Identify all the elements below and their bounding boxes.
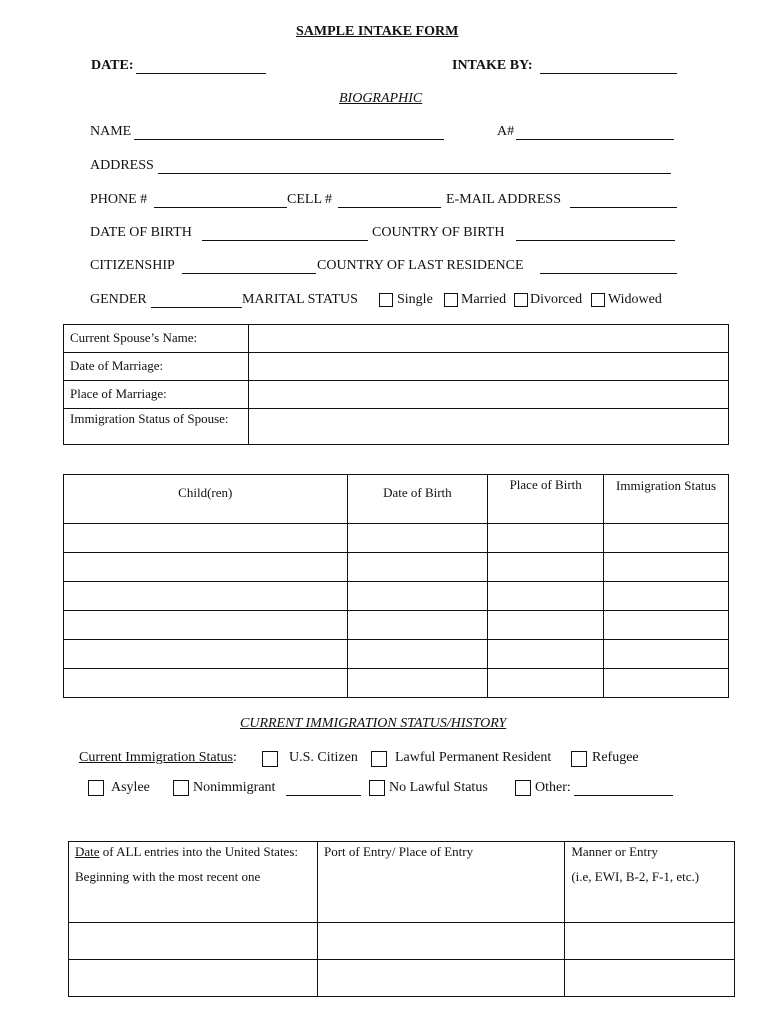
entry-date-cell[interactable] <box>69 923 318 960</box>
spouse-name-field[interactable] <box>248 325 728 353</box>
a-number-field[interactable] <box>516 139 674 140</box>
immigration-status-label: Current Immigration Status <box>79 750 233 765</box>
address-field[interactable] <box>158 173 671 174</box>
entry-manner-cell[interactable] <box>565 923 735 960</box>
lpr-label: Lawful Permanent Resident <box>395 750 552 765</box>
nonimmigrant-label: Nonimmigrant <box>193 780 276 795</box>
port-of-entry-header <box>317 842 564 923</box>
child-pob-cell[interactable] <box>488 611 604 640</box>
nonimmigrant-field[interactable] <box>286 795 361 796</box>
refugee-label: Refugee <box>592 750 639 765</box>
phone-field[interactable] <box>154 207 287 208</box>
email-field[interactable] <box>570 207 677 208</box>
no-lawful-checkbox[interactable] <box>369 780 385 796</box>
other-field[interactable] <box>574 795 673 796</box>
entries-table <box>68 841 735 997</box>
email-label: E-MAIL ADDRESS <box>446 192 561 207</box>
dob-label: DATE OF BIRTH <box>90 225 192 240</box>
child-pob-cell[interactable] <box>488 640 604 669</box>
child-status-cell[interactable] <box>604 582 729 611</box>
married-checkbox[interactable] <box>444 293 458 307</box>
other-checkbox[interactable] <box>515 780 531 796</box>
refugee-checkbox[interactable] <box>571 751 587 767</box>
biographic-heading: BIOGRAPHIC <box>339 91 423 106</box>
a-number-label: A# <box>497 124 515 139</box>
immigration-heading: CURRENT IMMIGRATION STATUS/HISTORY <box>240 716 507 731</box>
intake-by-label: INTAKE BY: <box>452 58 533 73</box>
us-citizen-checkbox[interactable] <box>262 751 278 767</box>
marriage-place-field[interactable] <box>248 381 728 409</box>
child-name-cell[interactable] <box>64 582 348 611</box>
gender-field[interactable] <box>151 307 242 308</box>
phone-label: PHONE # <box>90 192 148 207</box>
dob-field[interactable] <box>202 240 368 241</box>
single-checkbox[interactable] <box>379 293 393 307</box>
spouse-status-label: Immigration Status of Spouse: <box>70 411 229 426</box>
marital-label: MARITAL STATUS <box>242 292 358 307</box>
name-label: NAME <box>90 124 132 139</box>
child-name-cell[interactable] <box>64 640 348 669</box>
entry-date-header-text <box>69 842 313 863</box>
table-row <box>64 325 729 353</box>
marriage-date-field[interactable] <box>248 353 728 381</box>
country-birth-field[interactable] <box>516 240 675 241</box>
citizenship-label: CITIZENSHIP <box>90 258 175 273</box>
date-field[interactable] <box>136 73 266 74</box>
cell-field[interactable] <box>338 207 441 208</box>
us-citizen-label: U.S. Citizen <box>289 750 358 765</box>
spouse-status-value <box>249 409 728 415</box>
table-row <box>64 381 729 409</box>
child-pob-cell[interactable] <box>488 582 604 611</box>
asylee-checkbox[interactable] <box>88 780 104 796</box>
spouse-name-value <box>249 325 728 331</box>
entry-date-header-date: Date <box>75 844 100 859</box>
entry-port-cell[interactable] <box>317 960 564 997</box>
child-status-header <box>604 475 729 524</box>
child-pob-header-label: Place of Birth <box>509 477 582 492</box>
entry-port-cell[interactable] <box>317 923 564 960</box>
country-last-label: COUNTRY OF LAST RESIDENCE <box>317 258 524 273</box>
marriage-place-label: Place of Marriage: <box>70 386 167 401</box>
child-dob-cell[interactable] <box>347 640 488 669</box>
entry-manner-cell[interactable] <box>565 960 735 997</box>
marriage-place-label-cell <box>64 381 249 409</box>
port-of-entry-header-text: Port of Entry/ Place of Entry <box>323 844 474 859</box>
child-status-cell[interactable] <box>604 640 729 669</box>
divorced-label: Divorced <box>530 292 583 307</box>
child-dob-cell[interactable] <box>347 582 488 611</box>
child-status-header-label: Immigration Status <box>616 478 717 493</box>
citizenship-field[interactable] <box>182 273 316 274</box>
immigration-status-colon: : <box>232 750 237 765</box>
child-name-cell[interactable] <box>64 524 348 553</box>
name-field[interactable] <box>134 139 444 140</box>
intake-by-field[interactable] <box>540 73 677 74</box>
table-header-row <box>64 475 729 524</box>
marriage-place-value <box>249 381 728 387</box>
widowed-checkbox[interactable] <box>591 293 605 307</box>
country-birth-label: COUNTRY OF BIRTH <box>372 225 505 240</box>
table-row <box>64 582 729 611</box>
child-dob-cell[interactable] <box>347 669 488 698</box>
cell-label: CELL # <box>287 192 332 207</box>
child-dob-cell[interactable] <box>347 553 488 582</box>
other-label: Other: <box>535 780 571 795</box>
table-row <box>64 611 729 640</box>
spouse-name-label: Current Spouse’s Name: <box>70 330 198 345</box>
spouse-status-field[interactable] <box>248 409 728 445</box>
spouse-table <box>63 324 729 445</box>
child-dob-header <box>347 475 488 524</box>
table-row <box>64 409 729 445</box>
manner-of-entry-header <box>565 842 735 923</box>
child-status-cell[interactable] <box>604 669 729 698</box>
table-row <box>69 960 735 997</box>
child-name-cell[interactable] <box>64 553 348 582</box>
marriage-date-label-cell <box>64 353 249 381</box>
immigration-status-label-wrap <box>79 750 237 766</box>
address-label: ADDRESS <box>90 158 154 173</box>
nonimmigrant-checkbox[interactable] <box>173 780 189 796</box>
child-status-cell[interactable] <box>604 611 729 640</box>
entry-date-cell[interactable] <box>69 960 318 997</box>
spouse-name-label-cell <box>64 325 249 353</box>
table-header-row <box>69 842 735 923</box>
table-row <box>64 553 729 582</box>
marriage-date-label: Date of Marriage: <box>70 358 164 373</box>
table-row <box>64 640 729 669</box>
child-pob-cell[interactable] <box>488 524 604 553</box>
lpr-checkbox[interactable] <box>371 751 387 767</box>
table-row <box>64 353 729 381</box>
asylee-label: Asylee <box>111 780 150 795</box>
children-header-label: Child(ren) <box>178 485 233 500</box>
child-status-cell[interactable] <box>604 553 729 582</box>
child-pob-cell[interactable] <box>488 553 604 582</box>
child-pob-cell[interactable] <box>488 669 604 698</box>
marriage-date-value <box>249 353 728 359</box>
divorced-checkbox[interactable] <box>514 293 528 307</box>
children-table <box>63 474 729 698</box>
manner-of-entry-header-note: (i.e, EWI, B-2, F-1, etc.) <box>571 869 700 884</box>
entry-date-header <box>69 842 318 923</box>
table-row <box>64 669 729 698</box>
child-name-cell[interactable] <box>64 669 348 698</box>
child-status-cell[interactable] <box>604 524 729 553</box>
form-title: SAMPLE INTAKE FORM <box>296 24 459 39</box>
gender-label: GENDER <box>90 292 147 307</box>
married-label: Married <box>461 292 507 307</box>
country-last-field[interactable] <box>540 273 677 274</box>
no-lawful-label: No Lawful Status <box>389 780 488 795</box>
single-label: Single <box>397 292 433 307</box>
child-dob-cell[interactable] <box>347 611 488 640</box>
child-name-cell[interactable] <box>64 611 348 640</box>
widowed-label: Widowed <box>608 292 662 307</box>
child-dob-header-label: Date of Birth <box>383 485 452 500</box>
manner-of-entry-header-text: Manner or Entry <box>571 844 658 859</box>
entry-date-header-rest: of ALL entries into the United States: <box>99 844 298 859</box>
children-header <box>64 475 348 524</box>
table-row <box>69 923 735 960</box>
date-label: DATE: <box>91 58 134 73</box>
child-pob-header <box>488 475 604 524</box>
child-dob-cell[interactable] <box>347 524 488 553</box>
table-row <box>64 524 729 553</box>
entry-date-header-note: Beginning with the most recent one <box>75 869 261 884</box>
spouse-status-label-cell <box>64 409 249 445</box>
